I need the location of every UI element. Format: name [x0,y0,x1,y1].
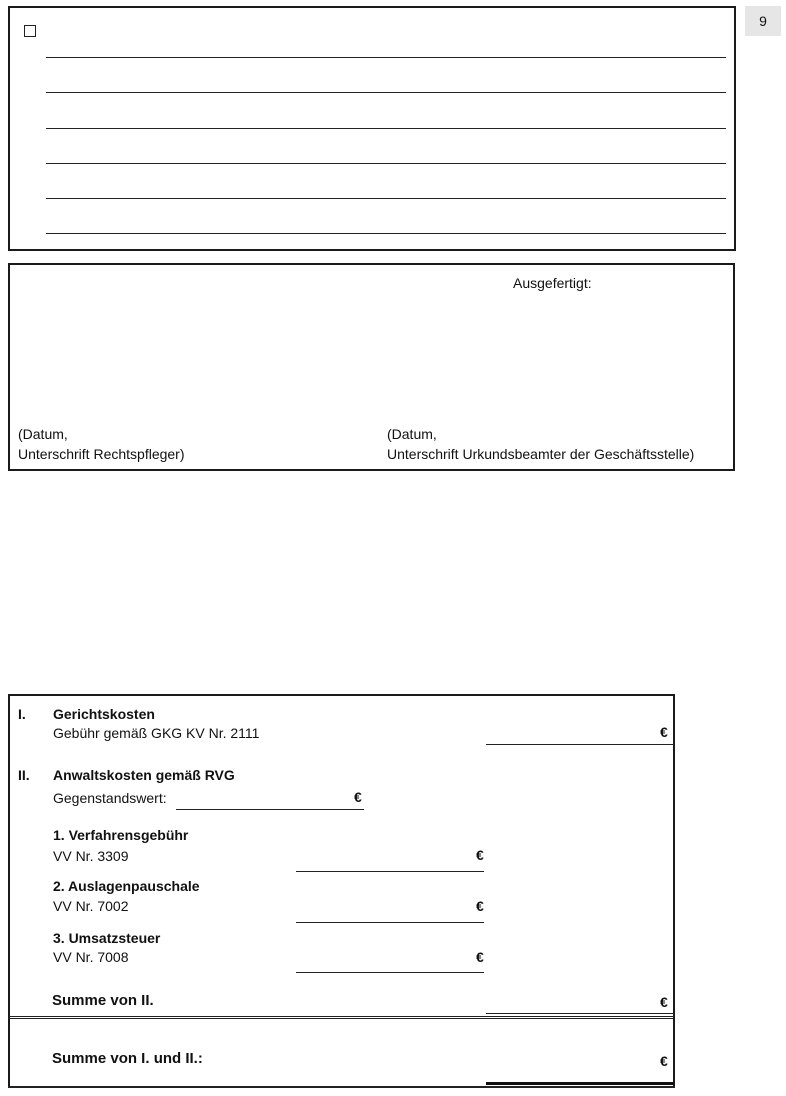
sum-section2-amount-line[interactable] [486,1013,674,1014]
total-separator [8,1016,675,1019]
item2-title: 2. Auslagenpauschale [53,878,200,894]
cost-calculation-box [8,694,675,1088]
item1-currency: € [476,847,484,863]
writing-line[interactable] [46,233,726,234]
section1-numeral: I. [18,706,26,722]
total-label: Summe von I. und II.: [52,1050,203,1067]
notes-checkbox[interactable] [24,25,36,37]
gkg-fee-currency: € [660,724,668,740]
gegenstandswert-currency: € [354,789,362,805]
signature-box [8,263,735,471]
sum-section2-label: Summe von II. [52,992,154,1009]
bottom-border [8,1086,675,1088]
urkundsbeamter-signature-label: Unterschrift Urkundsbeamter der Geschäftsstelle) [387,446,695,462]
writing-line[interactable] [46,92,726,93]
total-amount-line[interactable] [486,1082,674,1085]
gkg-fee-amount-line[interactable] [486,744,674,745]
urkundsbeamter-date-label: (Datum, [387,426,437,442]
item1-title: 1. Verfahrensgebühr [53,827,189,843]
item2-ref: VV Nr. 7002 [53,898,129,914]
section2-numeral: II. [18,767,30,783]
item3-ref: VV Nr. 7008 [53,949,129,965]
rechtspfleger-signature-label: Unterschrift Rechtspfleger) [18,446,185,462]
item3-currency: € [476,949,484,965]
section2-title: Anwaltskosten gemäß RVG [53,767,235,783]
ausgefertigt-label: Ausgefertigt: [513,275,592,291]
item2-amount-line[interactable] [296,922,484,923]
writing-line[interactable] [46,163,726,164]
item1-amount-line[interactable] [296,871,484,872]
gkg-fee-label: Gebühr gemäß GKG KV Nr. 2111 [53,725,260,741]
item3-amount-line[interactable] [296,972,484,973]
sum-section2-currency: € [660,994,668,1010]
rechtspfleger-date-label: (Datum, [18,426,68,442]
writing-line[interactable] [46,198,726,199]
writing-line[interactable] [46,57,726,58]
gegenstandswert-label: Gegenstandswert: [53,790,167,806]
total-currency: € [660,1053,668,1069]
item1-ref: VV Nr. 3309 [53,848,129,864]
writing-line[interactable] [46,128,726,129]
item2-currency: € [476,898,484,914]
item3-title: 3. Umsatzsteuer [53,930,161,946]
notes-box [8,6,736,251]
section1-title: Gerichtskosten [53,706,155,722]
gegenstandswert-amount-line[interactable] [176,809,364,810]
page-number: 9 [745,6,781,36]
